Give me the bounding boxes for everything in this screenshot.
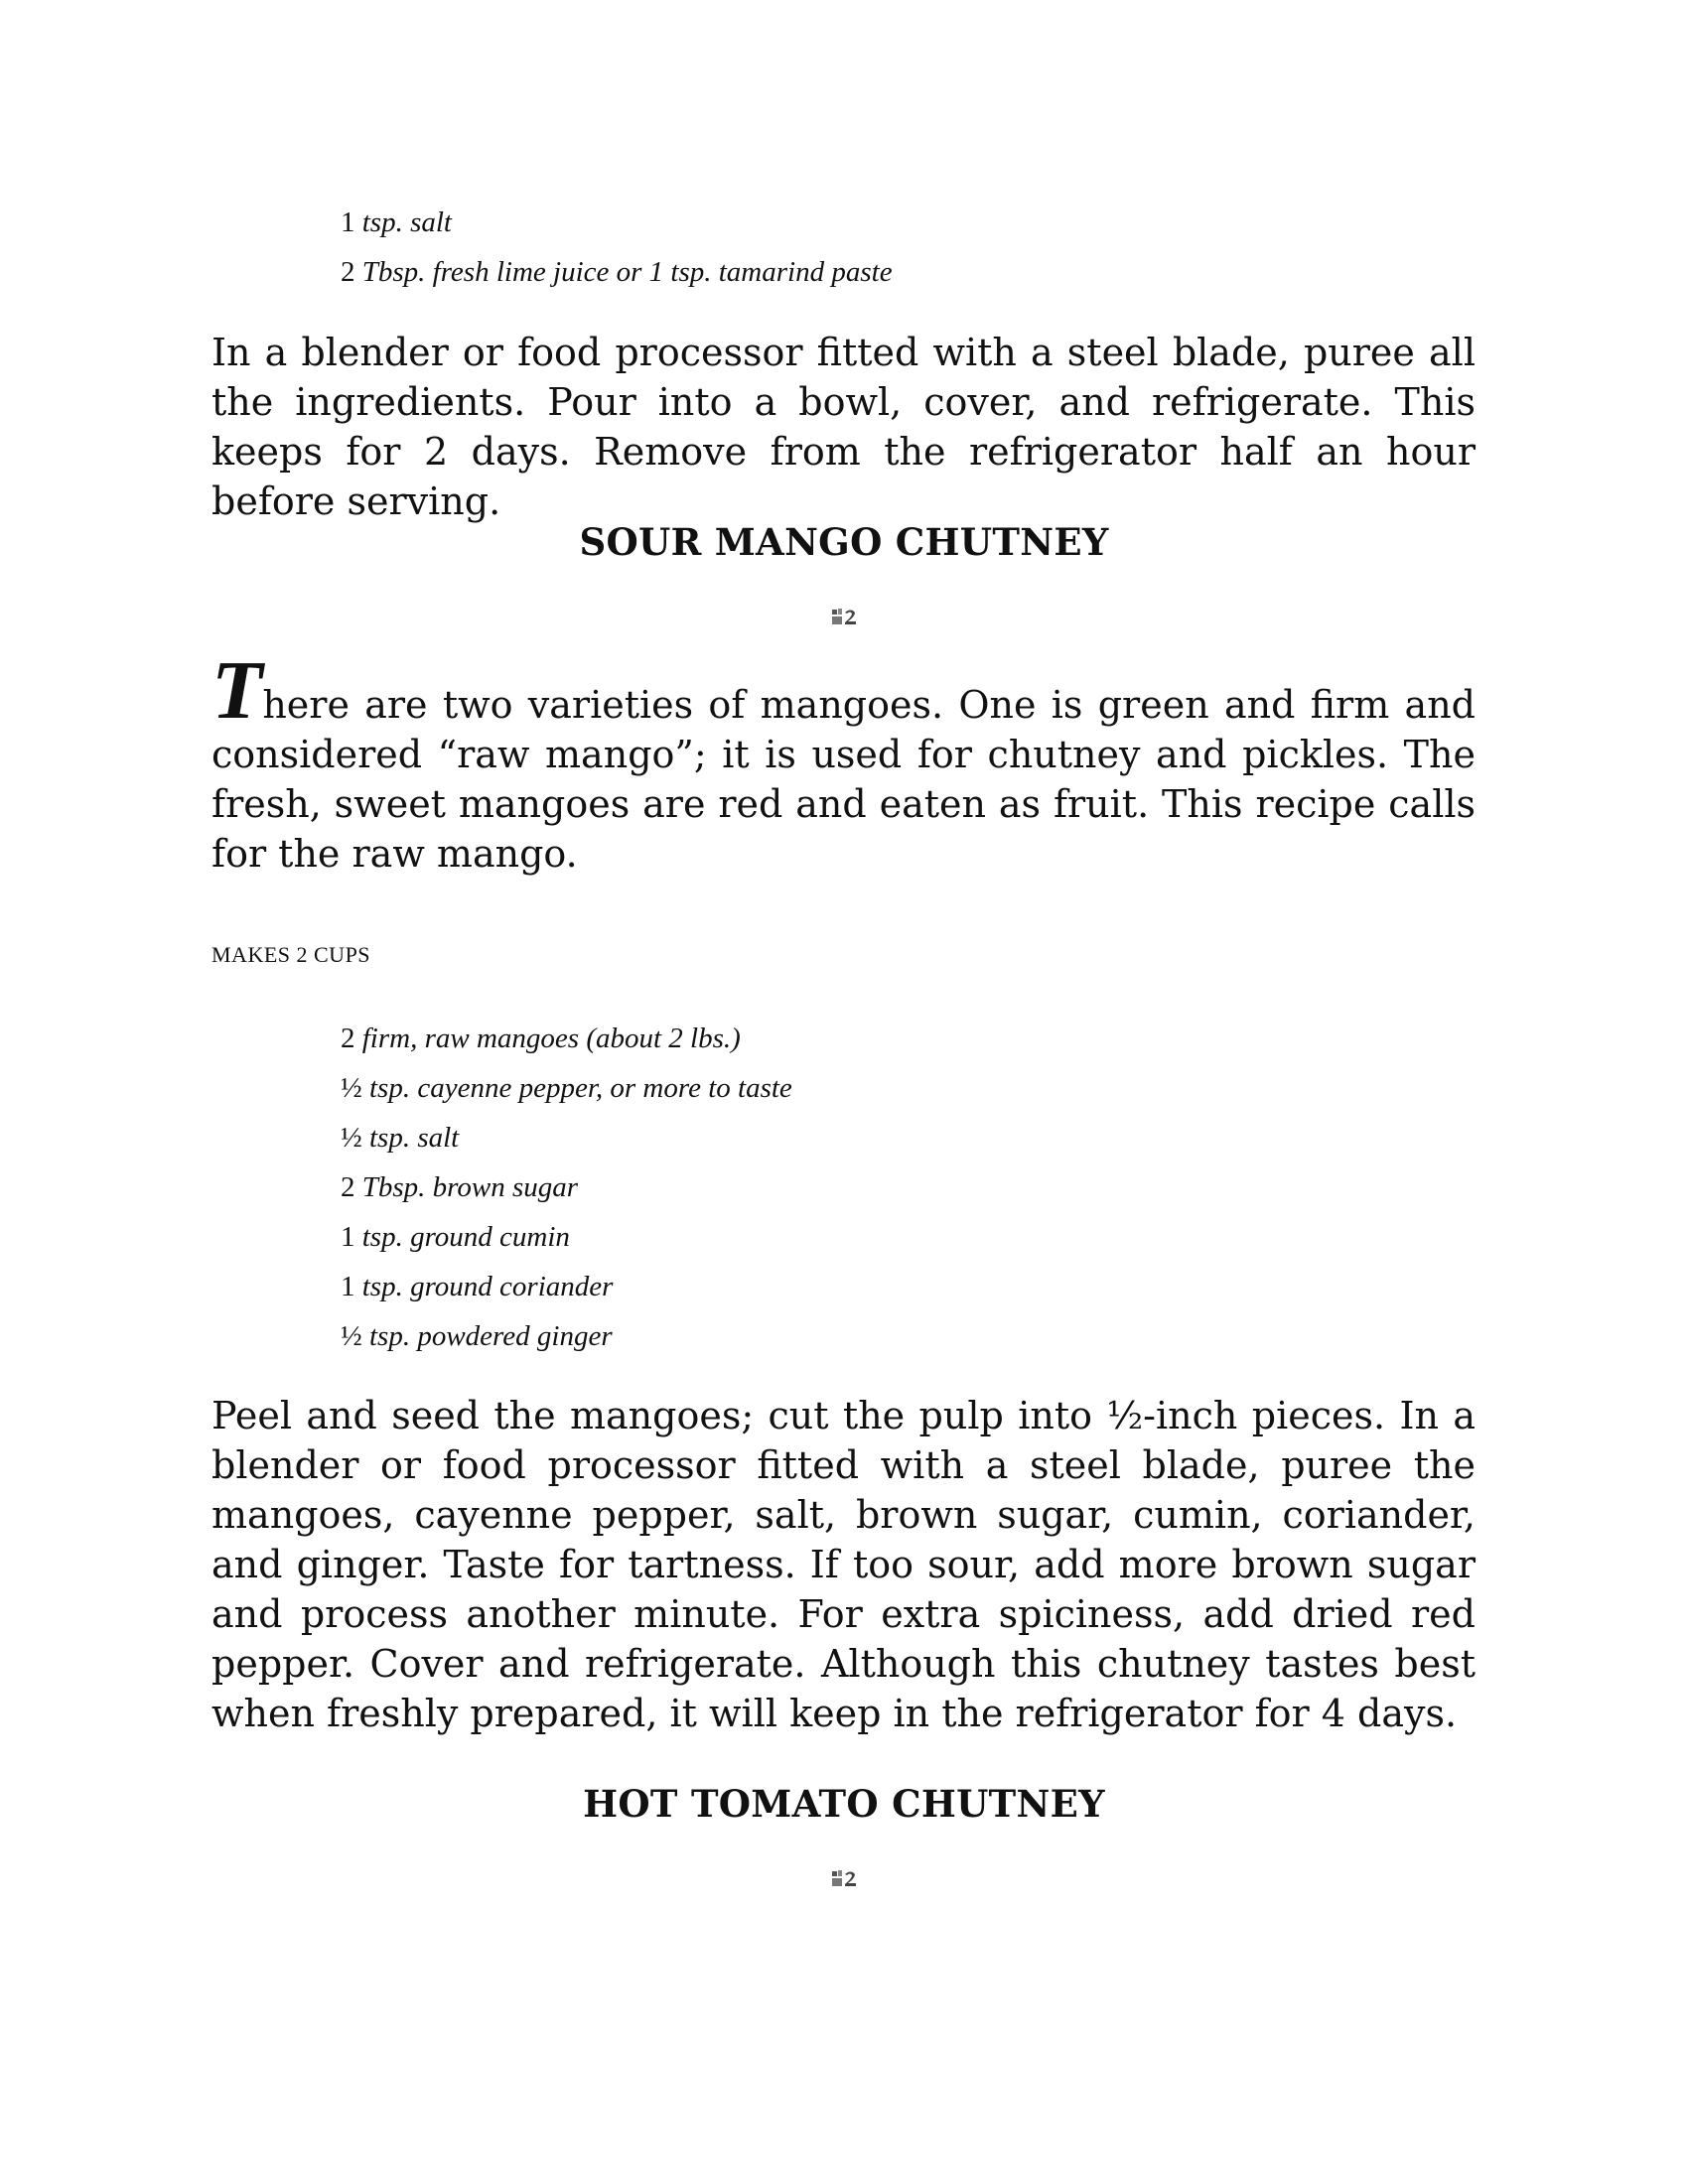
drop-cap: T — [211, 644, 263, 737]
ingredient-item: ½ tsp. powdered ginger — [341, 1320, 613, 1352]
sour-mango-ingredient-list — [341, 1014, 792, 1361]
ingredient-item: 2 firm, raw mangoes (about 2 lbs.) — [341, 1023, 741, 1054]
ornament-icon — [830, 607, 858, 628]
ingredient-item: 2 Tbsp. fresh lime juice or 1 tsp. tamarind paste — [341, 256, 893, 288]
ingredient-item: 1 tsp. salt — [341, 206, 452, 238]
recipe-title-hot-tomato: HOT TOMATO CHUTNEY — [583, 1782, 1105, 1826]
ingredient-item: ½ tsp. cayenne pepper, or more to taste — [341, 1072, 792, 1104]
sour-mango-intro — [211, 644, 1476, 879]
ingredient-item: 1 tsp. ground coriander — [341, 1271, 614, 1302]
sour-mango-instructions: Peel and seed the mangoes; cut the pulp into ½-inch pieces. In a blender or food processor fitted with a steel blade, puree the mangoes, cayenne pepper, salt, brown sugar, cumin, coriander, and ginger. Taste for tartness. If too sour, add more brown sugar and process another minute. For extra spiciness, add dried red pepper. Cover and refrigerate. Although this chutney tastes best when freshly prepared, it will keep in the refrigerator for 4 days. — [211, 1394, 1476, 1735]
ornament-icon — [830, 1868, 858, 1890]
ingredient-item: ½ tsp. salt — [341, 1122, 460, 1154]
ingredient-item: 2 Tbsp. brown sugar — [341, 1171, 579, 1203]
intro-text: here are two varieties of mangoes. One is green and firm and considered “raw mango”; it is used for chutney and pickles. The fresh, sweet mangoes are red and eaten as fruit. This recipe calls for the raw mango. — [211, 683, 1476, 876]
ingredient-item: 1 tsp. ground cumin — [341, 1221, 570, 1253]
recipe-title-sour-mango: SOUR MANGO CHUTNEY — [579, 520, 1109, 564]
recipe-yield: MAKES 2 CUPS — [211, 942, 371, 967]
top-ingredient-list — [341, 198, 893, 297]
top-instructions: In a blender or food processor fitted with a steel blade, puree all the ingredients. Pour into a bowl, cover, and refrigerate. This keeps for 2 days. Remove from the refrigerator half an hour before serving. — [211, 331, 1476, 523]
